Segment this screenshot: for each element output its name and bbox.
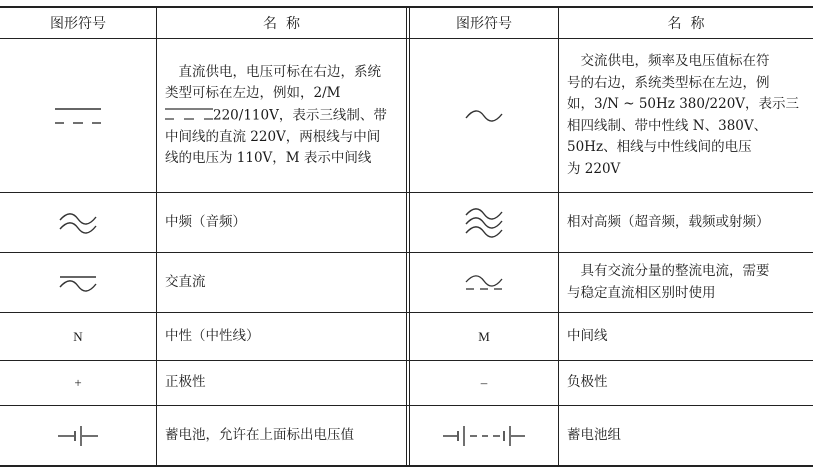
high-frequency-icon <box>410 193 558 252</box>
ac-dc-description: 交直流 <box>165 273 206 290</box>
neutral-description: 中性（中性线） <box>165 327 260 344</box>
rectified-current-icon <box>410 253 558 312</box>
battery-description: 蓄电池，允许在上面标出电压值 <box>165 426 354 443</box>
middle-line-description: 中间线 <box>567 327 608 344</box>
dc-system-icon <box>0 39 156 192</box>
ac-supply-description: 交流供电，频率及电压值标在符 号的右边，系统类型标在左边，例 如，3/N ~ 50Hz 380/220V，表示三 相四线制、带中性线 N、380V、 50Hz、相线与中性线间的电压 为 220V <box>567 53 800 177</box>
positive-symbol: + <box>74 375 82 390</box>
negative-symbol: – <box>480 375 488 390</box>
high-frequency-description: 相对高频（超音频，载频或射频） <box>567 213 770 230</box>
battery-icon <box>0 406 156 465</box>
dc-supply-description: 直流供电，电压可标在右边，系统 类型可标在左边，例如，2/M 220/110V，表示三线制、带 中间线的直流 220V，两根线与中间 线的电压为 110V，M 表示中间线 <box>165 63 387 166</box>
header-left-name: 名 称 <box>263 16 300 32</box>
positive-description: 正极性 <box>165 374 206 391</box>
header-left-symbol: 图形符号 <box>50 16 106 32</box>
ac-wave-icon <box>410 39 558 192</box>
double-column-rule <box>406 7 407 466</box>
ac-dc-icon <box>0 253 156 312</box>
medium-frequency-description: 中频（音频） <box>165 213 246 230</box>
battery-group-icon <box>410 406 558 465</box>
header-right-symbol: 图形符号 <box>456 16 512 32</box>
battery-group-description: 蓄电池组 <box>567 426 621 443</box>
negative-description: 负极性 <box>567 374 608 391</box>
medium-frequency-icon <box>0 193 156 252</box>
neutral-symbol: N <box>73 328 83 344</box>
rectified-current-description: 具有交流分量的整流电流，需要 与稳定直流相区别时使用 <box>567 263 770 301</box>
header-right-name: 名 称 <box>667 16 705 32</box>
middle-line-symbol: M <box>478 328 490 344</box>
